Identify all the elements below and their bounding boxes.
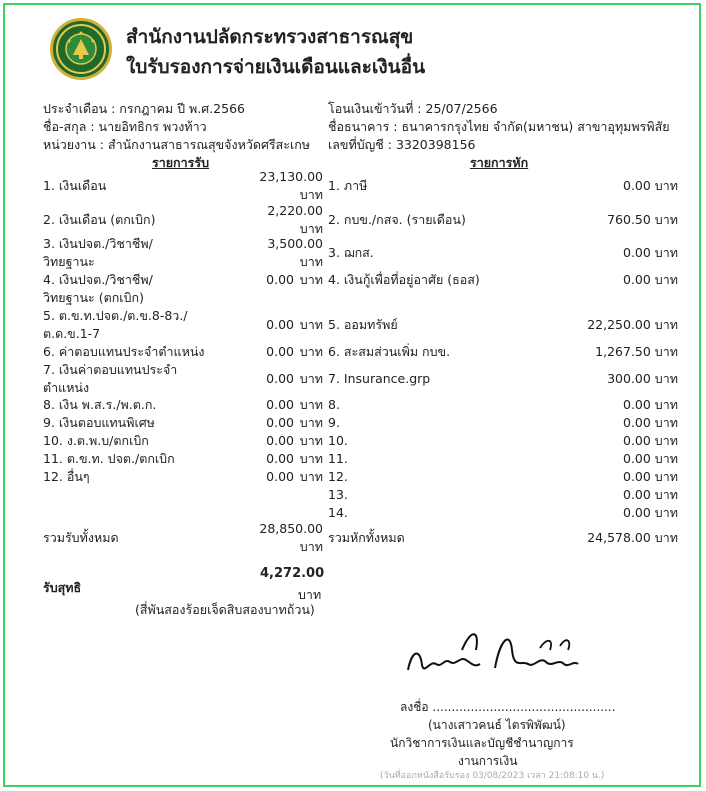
income-unit: บาท: [299, 221, 323, 236]
employee-name: ชื่อ-สกุล : นายอิทธิกร พวงท้าว: [43, 119, 207, 134]
pay-month: ประจำเดือน : กรกฎาคม ปี พ.ศ.2566: [43, 101, 245, 116]
income-row: [43, 432, 328, 450]
income-row: [43, 271, 328, 307]
income-label: 12. อื่นๆ: [43, 469, 90, 484]
income-amount: 0.00: [266, 433, 294, 448]
signature-line: ลงชื่อ ................................................: [400, 700, 616, 714]
income-label-line2: ต.ด.ข.1-7: [43, 326, 101, 341]
income-unit: บาท: [299, 344, 323, 359]
income-label: 8. เงิน พ.ส.ร./พ.ต.ก.: [43, 397, 157, 412]
income-total-unit: บาท: [299, 539, 323, 554]
income-label: 11. ต.ข.ท. ปจต./ตกเบิก: [43, 451, 175, 466]
deduction-amount: 0.00 บาท: [623, 245, 678, 260]
deduction-amount: 1,267.50 บาท: [595, 344, 678, 359]
income-amount: 23,130.00: [259, 169, 323, 184]
income-row: [43, 343, 328, 361]
deduction-label: 11.: [328, 451, 348, 466]
income-unit: บาท: [299, 187, 323, 202]
deduction-label: 4. เงินกู้เพื่อที่อยู่อาศัย (ธอส): [328, 272, 480, 287]
income-amount: 0.00: [266, 415, 294, 430]
income-unit: บาท: [299, 371, 323, 386]
deduction-amount: 0.00 บาท: [623, 487, 678, 502]
income-unit: บาท: [299, 451, 323, 466]
income-label: 9. เงินตอบแทนพิเศษ: [43, 415, 155, 430]
income-label: 10. ง.ต.พ.บ/ตกเบิก: [43, 433, 149, 448]
deduction-row: [328, 504, 678, 522]
income-label: 2. เงินเดือน (ตกเบิก): [43, 212, 156, 227]
deduction-row: [328, 468, 678, 486]
income-heading: รายการรับ: [152, 155, 210, 170]
deduction-row: [328, 316, 678, 334]
income-amount: 3,500.00: [267, 236, 323, 251]
deduction-amount: 0.00 บาท: [623, 451, 678, 466]
deduction-row: [328, 211, 678, 229]
deduction-amount: 0.00 บาท: [623, 415, 678, 430]
deduction-label: 1. ภาษี: [328, 178, 368, 193]
income-amount: 2,220.00: [267, 203, 323, 218]
deduction-label: 3. ฌกส.: [328, 245, 374, 260]
transfer-date: โอนเงินเข้าวันที่ : 25/07/2566: [328, 101, 498, 116]
deduction-amount: 300.00 บาท: [607, 371, 678, 386]
income-label: 6. ค่าตอบแทนประจำตำแหน่ง: [43, 344, 205, 359]
income-unit: บาท: [299, 433, 323, 448]
bank-name: ชื่อธนาคาร : ธนาคารกรุงไทย จำกัด(มหาชน) สาขาอุทุมพรพิสัย: [328, 119, 670, 134]
deduction-label: 13.: [328, 487, 348, 502]
income-label-line2: วิทยฐานะ: [43, 254, 95, 269]
deduction-row: [328, 486, 678, 504]
deduction-amount: 0.00 บาท: [623, 433, 678, 448]
bank-info: [328, 100, 670, 154]
deduction-row: [328, 244, 678, 262]
income-amount: 0.00: [266, 397, 294, 412]
income-unit: บาท: [299, 397, 323, 412]
deduction-amount: 0.00 บาท: [623, 397, 678, 412]
income-amount: 0.00: [266, 469, 294, 484]
income-label-line2: วิทยฐานะ (ตกเบิก): [43, 290, 144, 305]
deduction-row: [328, 396, 678, 414]
deduction-amount: 0.00 บาท: [623, 505, 678, 520]
income-label-line2: ตำแหน่ง: [43, 380, 90, 395]
net-pay-label: รับสุทธิ: [43, 580, 82, 595]
income-row: [43, 468, 328, 486]
deduction-label: 9.: [328, 415, 340, 430]
account-number: เลขที่บัญชี : 3320398156: [328, 137, 476, 152]
income-unit: บาท: [299, 469, 323, 484]
deduction-label: 14.: [328, 505, 348, 520]
deduction-total-label: รวมหักทั้งหมด: [328, 530, 405, 545]
issue-timestamp: (วันที่ออกหนังสือรับรอง 03/08/2023 เวลา 21:08:10 น.): [380, 771, 605, 781]
deduction-amount: 0.00 บาท: [623, 272, 678, 287]
deduction-label: 6. สะสมส่วนเพิ่ม กบข.: [328, 344, 451, 359]
deduction-label: 7. Insurance.grp: [328, 371, 431, 386]
income-label: 7. เงินค่าตอบแทนประจำ: [43, 362, 178, 377]
income-row: [43, 235, 328, 271]
signer-department: งานการเงิน: [458, 754, 518, 768]
deduction-row: [328, 432, 678, 450]
deduction-label: 2. กบข./กสจ. (รายเดือน): [328, 212, 466, 227]
deduction-row: [328, 450, 678, 468]
income-amount: 0.00: [266, 451, 294, 466]
income-label: 1. เงินเดือน: [43, 178, 107, 193]
deduction-row: [328, 343, 678, 361]
deduction-amount: 22,250.00 บาท: [587, 317, 678, 332]
net-pay-amount: 4,272.00: [260, 566, 325, 581]
income-total-row: [43, 520, 328, 556]
income-amount: 0.00: [266, 317, 294, 332]
signer-name: (นางเสาวคนธ์ ไตรพิพัฒน์): [428, 718, 566, 732]
income-row: [43, 361, 328, 397]
signer-position: นักวิชาการเงินและบัญชีชำนาญการ: [390, 736, 574, 750]
deduction-total-amount: 24,578.00 บาท: [587, 530, 678, 545]
handwritten-signature: [400, 620, 590, 694]
deduction-label: 12.: [328, 469, 348, 484]
deduction-row: [328, 177, 678, 195]
income-unit: บาท: [299, 254, 323, 269]
income-label: 5. ต.ข.ท.ปจต./ต.ข.8-8ว./: [43, 308, 188, 323]
income-unit: บาท: [299, 272, 323, 287]
income-amount: 0.00: [266, 344, 294, 359]
deduction-label: 8.: [328, 397, 340, 412]
deduction-amount: 0.00 บาท: [623, 178, 678, 193]
deduction-row: [328, 370, 678, 388]
net-pay-in-words: (สี่พันสองร้อยเจ็ดสิบสองบาทถ้วน): [135, 602, 315, 617]
net-pay-unit: บาท: [298, 587, 322, 602]
income-row: [43, 414, 328, 432]
ministry-seal-logo: [50, 18, 112, 80]
deduction-total-row: [328, 529, 678, 547]
income-label: 3. เงินปจต./วิชาชีพ/: [43, 236, 153, 251]
income-row: [43, 450, 328, 468]
income-row: [43, 168, 328, 204]
income-amount: 0.00: [266, 272, 294, 287]
organization-title: สำนักงานปลัดกระทรวงสาธารณสุข: [126, 26, 414, 48]
income-unit: บาท: [299, 415, 323, 430]
deduction-heading: รายการหัก: [470, 155, 529, 170]
income-amount: 0.00: [266, 371, 294, 386]
deduction-row: [328, 271, 678, 289]
income-row: [43, 307, 328, 343]
income-label: 4. เงินปจต./วิชาชีพ/: [43, 272, 153, 287]
document-title: ใบรับรองการจ่ายเงินเดือนและเงินอื่น: [126, 56, 426, 78]
income-total-amount: 28,850.00: [259, 521, 323, 536]
employee-info: [43, 100, 310, 154]
deduction-amount: 760.50 บาท: [607, 212, 678, 227]
deduction-label: 5. ออมทรัพย์: [328, 317, 398, 332]
income-total-label: รวมรับทั้งหมด: [43, 530, 119, 545]
income-unit: บาท: [299, 317, 323, 332]
deduction-label: 10.: [328, 433, 348, 448]
income-row: [43, 396, 328, 414]
deduction-row: [328, 414, 678, 432]
work-unit: หน่วยงาน : สำนักงานสาธารณสุขจังหวัดศรีสะเกษ: [43, 137, 311, 152]
income-row: [43, 202, 328, 238]
deduction-amount: 0.00 บาท: [623, 469, 678, 484]
